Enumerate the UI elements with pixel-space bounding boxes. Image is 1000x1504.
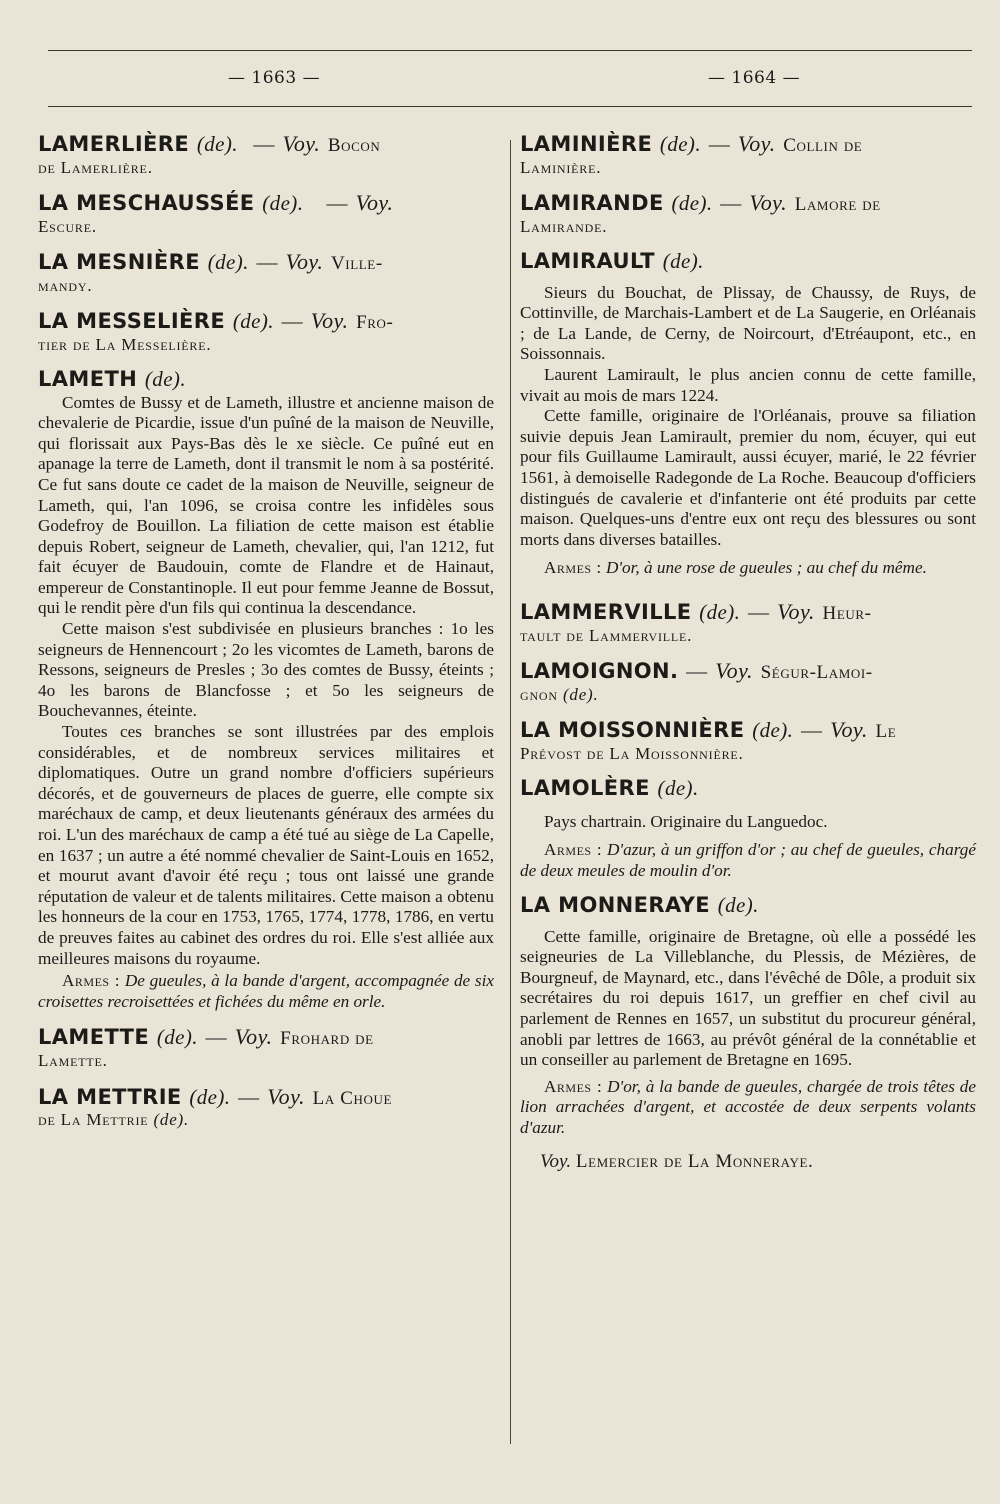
voy-label: Voy. [355, 190, 394, 216]
entry-particle: (de). [752, 718, 794, 743]
entry-name: LAMIRAULT [520, 249, 656, 274]
see-also [520, 1151, 976, 1173]
entry-name: LA MESNIÈRE [38, 249, 200, 274]
paragraph: Cette famille, originaire de Bretagne, où elle a possédé les seigneuries de La Villeblanche, du Plessis, de Mézières, de Bourgneuf, de Maynard, etc., dans l'évêché de Dôle, a produit six secrétaires du roi depuis 1617, un greffier en chef civil au parlement de Rennes en 1657, un substitut du procureur général, anobli par lettres de 1663, au prévôt général de la connétablie et un conseiller au parlement de Bretagne en 1695. [520, 926, 976, 1070]
voy-label: Voy. [310, 308, 349, 334]
voy-label: Voy. [234, 1024, 273, 1050]
dash: — [238, 1084, 260, 1109]
entry-particle: (de). [699, 599, 741, 624]
entry-heading [520, 599, 976, 626]
entry-heading [520, 249, 976, 274]
entry-lammerville [520, 599, 976, 646]
cross-reference-cont: de Lamerlière. [38, 157, 153, 177]
cross-reference-cont [38, 1110, 494, 1130]
entry-name: LAMETTE [38, 1025, 150, 1050]
voy-label: Voy. [540, 1150, 572, 1172]
entry-particle: (de). [144, 367, 186, 392]
dash: — [720, 191, 742, 216]
cross-reference: La Choue [312, 1087, 392, 1109]
cross-reference: Heur- [822, 602, 872, 624]
entry-name: LA MONNERAYE [520, 893, 710, 918]
entry-particle: (de). [232, 309, 274, 334]
cross-reference-cont: Escure. [38, 216, 97, 236]
entry-particle: (de). [662, 249, 704, 274]
entry-name: LAMINIÈRE [520, 132, 653, 156]
entry-heading [520, 131, 976, 158]
entry-heading [38, 190, 494, 216]
entry-la-moissonniere [520, 717, 976, 764]
cross-reference: Ville- [330, 252, 383, 274]
entry-lamirault [520, 249, 976, 579]
cross-reference: Frohard de [280, 1028, 374, 1050]
cross-reference-cont: Lamirande. [520, 216, 608, 236]
entry-lamoignon [520, 658, 976, 705]
entry-name: LA MESCHAUSSÉE [38, 191, 255, 216]
entry-name: LAMERLIÈRE [38, 132, 190, 156]
cross-reference: Le [875, 721, 897, 743]
armes-label: Armes : [544, 840, 603, 860]
entry-name: LA MOISSONNIÈRE [520, 718, 745, 743]
paragraph: Toutes ces branches se sont illustrées par des emplois considérables, et de nombreux services militaires et diplomatiques. Outre un grand nombre d'officiers supérieurs décorés, et de gouverneurs de places de guerre, elle compte six maréchaux de camp, et deux lieutenants généraux des armées du roi. L'un des maréchaux de camp a été tué au siège de La Capelle, en 1637 ; un autre a été nommé chevalier de Saint-Louis en 1652, et mourut avant d'avoir été reçu ; tous ont laissé une grande réputation de valeur et de talents militaires. Cette maison a obtenu les honneurs de la cour en 1753, 1765, 1774, 1778, 1786, en vertu de preuves faites au cabinet des ordres du roi. Elle s'est alliée aux meilleures maisons du royaume. [38, 722, 494, 968]
voy-label: Voy. [777, 598, 815, 624]
voy-label: Voy. [830, 717, 868, 743]
cross-reference-cont: mandy. [38, 275, 93, 295]
cross-reference: Lemercier de La Monneraye. [575, 1150, 814, 1172]
entry-heading [520, 776, 976, 801]
cross-reference: Lamore de [794, 194, 881, 216]
entry-heading [38, 308, 494, 335]
entry-particle: (de). [189, 1084, 231, 1109]
entry-lamerliere [38, 131, 494, 178]
entry-name: LAMIRANDE [520, 191, 664, 216]
left-column [38, 125, 494, 1143]
cross-reference: Fro- [356, 312, 394, 334]
cross-reference-cont: tault de Lammerville. [520, 625, 693, 645]
cross-reference: Ségur-Lamoi- [760, 662, 873, 684]
voy-label: Voy. [737, 131, 776, 156]
coat-of-arms [520, 558, 976, 579]
voy-label: Voy. [749, 190, 788, 216]
coat-of-arms [520, 840, 976, 881]
dash: — [326, 191, 348, 216]
entry-name: LAMOLÈRE [520, 776, 650, 801]
entry-particle: (de). [717, 893, 759, 918]
cross-reference-cont-text: de La Mettrie [38, 1110, 149, 1130]
cross-reference-cont [520, 685, 976, 705]
entry-name: LA MESSELIÈRE [38, 309, 226, 334]
left-page-number: — 1663 — [228, 68, 321, 88]
entry-heading [520, 717, 976, 744]
voy-label: Voy. [267, 1083, 305, 1109]
cross-reference-cont: Lamette. [38, 1051, 108, 1071]
entry-lameth [38, 367, 494, 1012]
entry-particle: (de). [659, 132, 701, 156]
paragraph: Laurent Lamirault, le plus ancien connu de cette famille, vivait au mois de mars 1224. [520, 364, 976, 405]
entry-lamette [38, 1024, 494, 1071]
header-rule [48, 106, 972, 107]
entry-heading [38, 249, 494, 276]
paragraph: Comtes de Bussy et de Lameth, illustre et ancienne maison de chevalerie de Picardie, issue d'un puîné de la maison de Neuville, qui florissait aux Pays-Bas dès le xe siècle. Ce puîné eut en apanage la terre de Lameth, dont il transmit le nom à sa postérité. Ce fut sans doute ce cadet de la maison de Neuville, seigneur de Lameth, qui, l'an 1096, se croisa contre les infidèles sous Godefroy de Bouillon. La filiation de cette maison est établie depuis Robert, seigneur de Lameth, chevalier, qui, l'an 1212, fut fait écuyer de Baudouin, comte de Flandre et de Hainaut, empereur de Constantinople. Il eut pour femme Jeanne de Bossut, qui le rendit père d'un fils qui continua la descendance. [38, 392, 494, 618]
entry-heading [520, 893, 976, 918]
entry-la-mettrie [38, 1084, 494, 1131]
dash: — [281, 309, 304, 334]
voy-label: Voy. [282, 131, 321, 156]
cross-reference-cont-particle: (de). [562, 684, 599, 704]
dash: — [748, 599, 770, 624]
entry-heading [38, 1024, 494, 1051]
entry-heading [520, 190, 976, 217]
entry-particle: (de). [262, 191, 304, 216]
entry-particle: (de). [156, 1025, 198, 1050]
column-divider [510, 140, 511, 1444]
cross-reference: Bocon [327, 135, 381, 156]
armes-text: De gueules, à la bande d'argent, accompagnée de six croisettes recroisettées et fichées du même en orle. [38, 971, 495, 1011]
cross-reference-cont: tier de La Messelière. [38, 334, 212, 354]
entry-la-monneraye [520, 893, 976, 1172]
cross-reference-cont: Prévost de La Moissonnière. [520, 744, 744, 764]
entry-heading [520, 658, 976, 685]
entry-heading [38, 1084, 494, 1111]
entry-la-mesniere [38, 249, 494, 296]
voy-label: Voy. [285, 248, 324, 274]
dash: — [708, 132, 731, 156]
entry-name: LAMETH [38, 367, 138, 392]
armes-label: Armes : [62, 971, 121, 991]
entry-laminiere [520, 131, 976, 178]
entry-heading [38, 131, 494, 158]
armes-label: Armes : [544, 558, 602, 578]
entry-particle: (de). [671, 191, 713, 216]
entry-la-meschaussee [38, 190, 494, 237]
top-rule [48, 50, 972, 51]
paragraph: Cette maison s'est subdivisée en plusieurs branches : 1o les seigneurs de Hennencourt ; 2o les vicomtes de Lameth, barons de Ressons, seigneurs de Presles ; 3o des comtes de Bussy, éteints ; 4o les barons de Blancfosse ; et 5o les seigneurs de Bouchevannes, éteinte. [38, 619, 494, 721]
coat-of-arms [520, 1077, 976, 1139]
entry-particle: (de). [207, 249, 249, 274]
paragraph: Cette famille, originaire de l'Orléanais, prouve sa filiation suivie depuis Jean Lamirault, premier du nom, écuyer, qui eut pour fils Guillaume Lamirault, aussi écuyer, marié, le 22 février 1561, à demoiselle Radegonde de La Roche. Beaucoup d'officiers distingués de cavalerie et d'infanterie ont été produits par cette maison. Quelques-uns d'entre eux ont reçu des blessures ou sont morts dans diverses batailles. [520, 406, 976, 549]
cross-reference-cont-text: gnon [520, 684, 558, 704]
paragraph: Sieurs du Bouchat, de Plissay, de Chaussy, de Ruys, de Cottinville, de Marchais-Lambert et de La Saugerie, en Orléanais ; de La Lande, de Cerny, de Noircourt, d'Etréaupont, etc., en Soissonnais. [520, 282, 976, 364]
entry-heading [38, 367, 494, 392]
dash: — [686, 659, 708, 684]
right-page-number: — 1664 — [708, 68, 801, 88]
entry-la-messeliere [38, 308, 494, 355]
dash: — [801, 718, 823, 743]
cross-reference: Collin de [783, 135, 863, 156]
armes-text: D'or, à la bande de gueules, chargée de trois têtes de lion arrachées d'argent, et accostée de deux serpents volants d'azur. [520, 1076, 977, 1137]
paragraph: Pays chartrain. Originaire du Languedoc. [544, 811, 828, 831]
entry-particle: (de). [196, 132, 238, 156]
armes-text: D'or, à une rose de gueules ; au chef du même. [605, 558, 927, 578]
entry-name: LA METTRIE [38, 1084, 182, 1109]
cross-reference-cont: Laminière. [520, 157, 602, 177]
cross-reference-cont-particle: (de). [153, 1110, 190, 1130]
coat-of-arms [38, 971, 494, 1012]
voy-label: Voy. [715, 658, 753, 684]
dash: — [256, 249, 278, 274]
armes-label: Armes : [544, 1076, 603, 1096]
entry-lamirande [520, 190, 976, 237]
armes-text: D'azur, à un griffon d'or ; au chef de gueules, chargé de deux meules de moulin d'or. [520, 840, 976, 880]
entry-name: LAMMERVILLE [520, 599, 692, 624]
dash: — [205, 1025, 228, 1050]
entry-lamolere [520, 776, 976, 881]
entry-name: LAMOIGNON. [520, 659, 679, 684]
right-column [520, 125, 976, 1185]
dash: — [253, 132, 275, 156]
entry-particle: (de). [657, 776, 699, 801]
